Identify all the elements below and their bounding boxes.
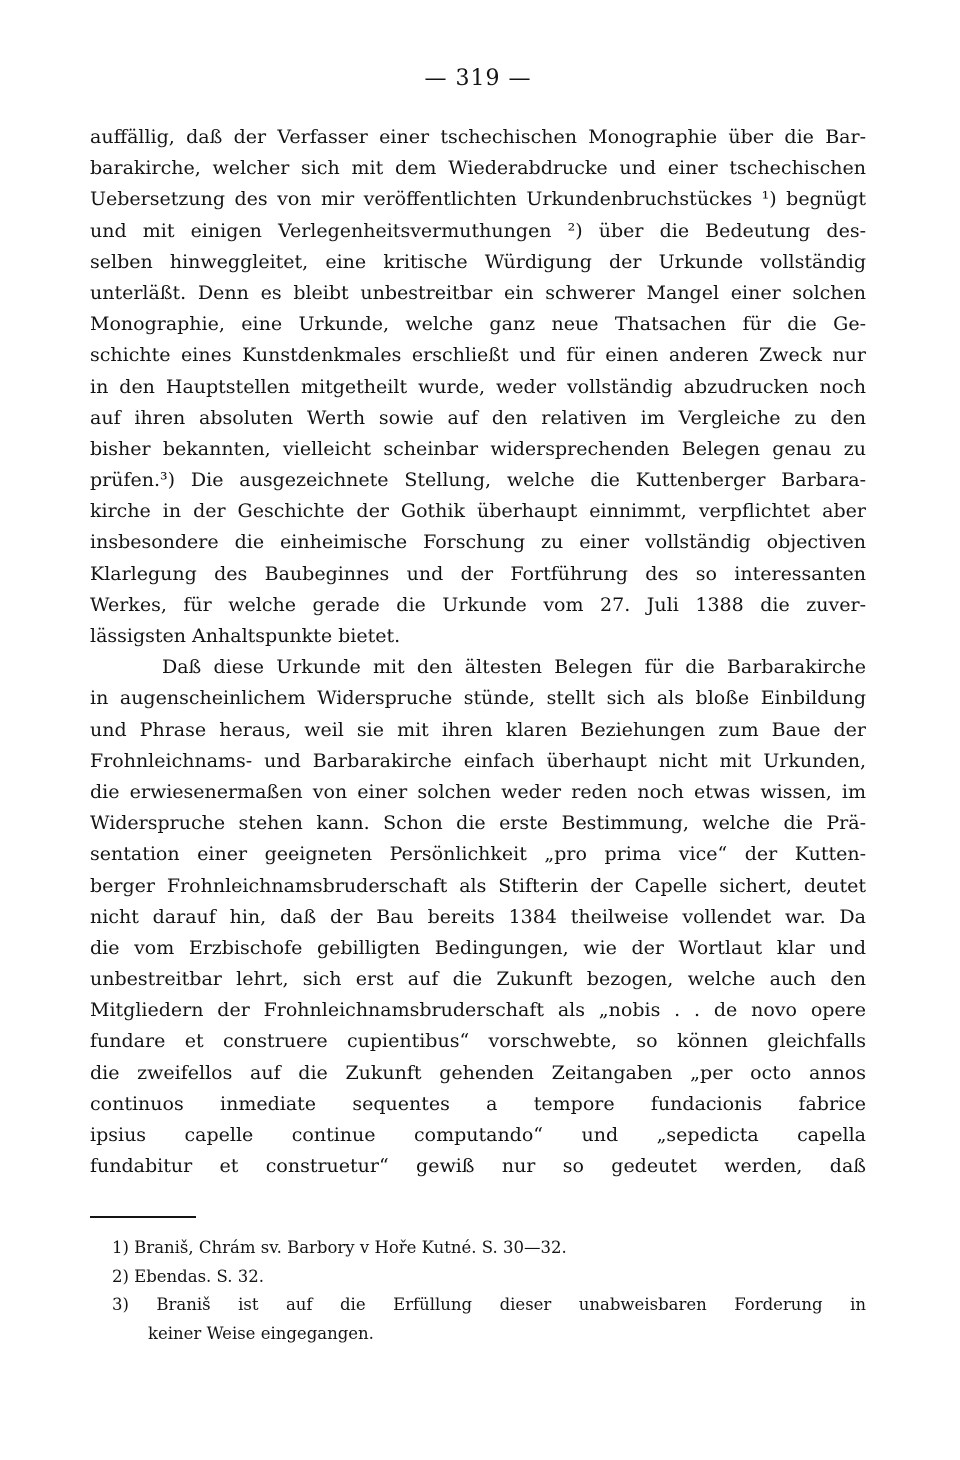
text-line: bisher bekannten, vielleicht scheinbar widersprechenden Belegen genau zu (90, 437, 866, 460)
text-line: Werkes, für welche gerade die Urkunde vom 27. Juli 1388 die zuver- (90, 593, 866, 616)
text-line: fundare et construere cupientibus“ vorschwebte, so können gleichfalls (90, 1030, 866, 1053)
text-line: auf ihren absoluten Werth sowie auf den relativen im Vergleiche zu den (90, 406, 866, 429)
text-line: Widerspruche stehen kann. Schon die erste Bestimmung, welche die Prä- (90, 812, 866, 835)
footnotes (90, 1234, 866, 1348)
text-line: barakirche, welcher sich mit dem Wiederabdrucke und einer tschechischen (90, 157, 866, 180)
text-line: fundabitur et construetur“ gewiß nur so gedeutet werden, daß (90, 1155, 866, 1178)
footnote-3: 3) Braniš ist auf die Erfüllung dieser unabweisbaren Forderung in (112, 1295, 866, 1315)
text-line: selben hinweggleitet, eine kritische Würdigung der Urkunde vollständig (90, 250, 866, 273)
text-line: ipsius capelle continue computando“ und „sepedicta capella (90, 1124, 866, 1146)
text-line: und Phrase heraus, weil sie mit ihren klaren Beziehungen zum Baue der (90, 718, 866, 741)
text-line: insbesondere die einheimische Forschung zu einer vollständig objectiven (90, 531, 866, 554)
text-line: kirche in der Geschichte der Gothik überhaupt einnimmt, verpflichtet aber (90, 500, 866, 523)
text-line: die vom Erzbischofe gebilligten Bedingungen, wie der Wortlaut klar und (90, 936, 866, 959)
text-line: prüfen.³) Die ausgezeichnete Stellung, welche die Kuttenberger Barbara- (90, 469, 866, 492)
document-page (90, 62, 866, 1348)
text-line: Monographie, eine Urkunde, welche ganz neue Thatsachen für die Ge- (90, 313, 866, 336)
text-line: berger Frohnleichnamsbruderschaft als Stifterin der Capelle sichert, deutet (90, 874, 866, 897)
footnote-3-continuation: keiner Weise eingegangen. (148, 1323, 374, 1343)
text-line: Daß diese Urkunde mit den ältesten Belegen für die Barbarakirche (162, 656, 866, 679)
text-line: und mit einigen Verlegenheitsvermuthungen ²) über die Bedeutung des- (90, 219, 866, 242)
body-text (90, 122, 866, 1182)
text-line: lässigsten Anhaltspunkte bietet. (90, 625, 401, 647)
footnote-divider (90, 1216, 196, 1218)
text-line: Uebersetzung des von mir veröffentlichten Urkundenbruchstückes ¹) begnügt (90, 188, 866, 211)
footnote-1: 1) Braniš, Chrám sv. Barbory v Hoře Kutné. S. 30—32. (112, 1238, 567, 1258)
text-line: Frohnleichnams- und Barbarakirche einfach überhaupt nicht mit Urkunden, (90, 749, 866, 772)
page-number: — 319 — (424, 66, 532, 91)
text-line: in augenscheinlichem Widerspruche stünde, stellt sich als bloße Einbildung (90, 687, 866, 710)
text-line: die erwiesenermaßen von einer solchen weder reden noch etwas wissen, im (90, 780, 866, 803)
text-line: Klarlegung des Baubeginnes und der Fortführung des so interessanten (90, 562, 866, 585)
text-line: schichte eines Kunstdenkmales erschließt und für einen anderen Zweck nur (90, 344, 866, 367)
text-line: Mitgliedern der Frohnleichnamsbruderschaft als „nobis . . de novo opere (90, 999, 866, 1022)
text-line: continuos inmediate sequentes a tempore fundacionis fabrice (90, 1092, 866, 1115)
text-line: nicht darauf hin, daß der Bau bereits 1384 theilweise vollendet war. Da (90, 905, 866, 928)
footnote-2: 2) Ebendas. S. 32. (112, 1266, 264, 1286)
text-line: auffällig, daß der Verfasser einer tschechischen Monographie über die Bar- (90, 126, 866, 148)
text-line: sentation einer geeigneten Persönlichkeit „pro prima vice“ der Kutten- (90, 843, 866, 866)
text-line: die zweifellos auf die Zukunft gehenden Zeitangaben „per octo annos (90, 1061, 866, 1084)
text-line: unterläßt. Denn es bleibt unbestreitbar ein schwerer Mangel einer solchen (90, 281, 866, 304)
text-line: unbestreitbar lehrt, sich erst auf die Zukunft bezogen, welche auch den (90, 968, 866, 991)
text-line: in den Hauptstellen mitgetheilt wurde, weder vollständig abzudrucken noch (90, 375, 866, 398)
